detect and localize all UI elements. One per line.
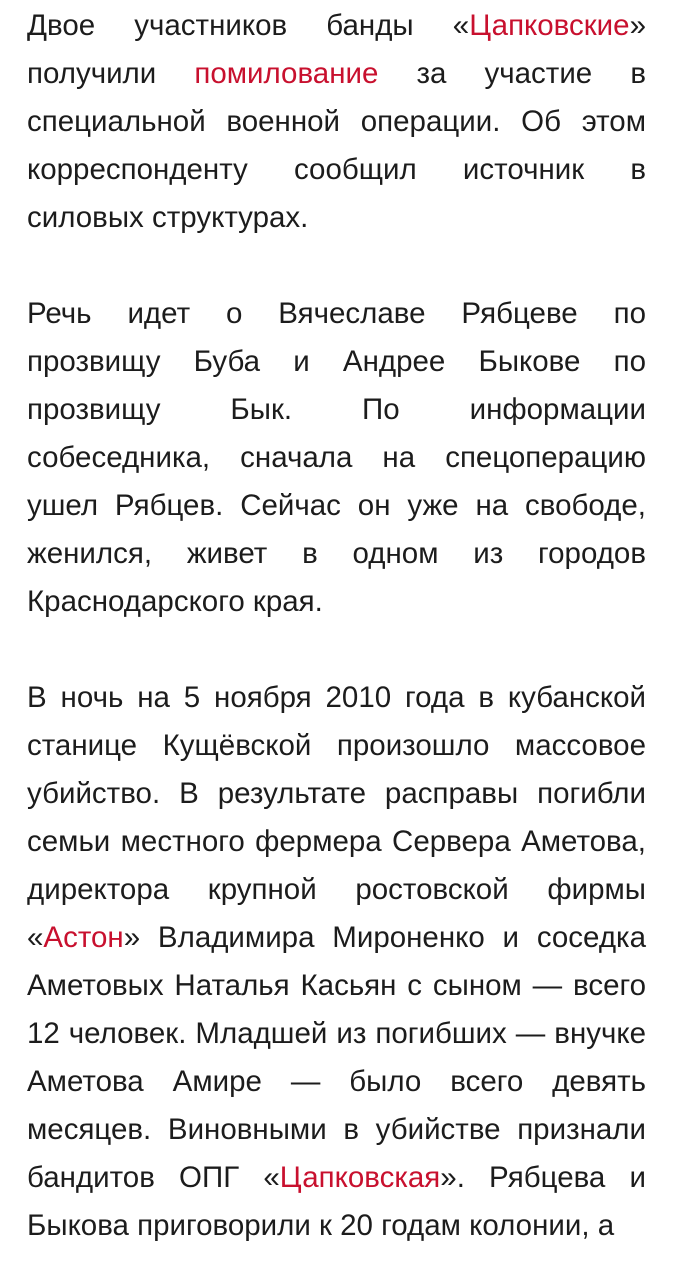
paragraph-1-text-b: » получили bbox=[27, 9, 646, 90]
gang-link[interactable]: Цапковские bbox=[469, 9, 630, 42]
paragraph-3-text-c: ». Рябцева и Быкова приговорили к 20 годам колонии, а bbox=[27, 1161, 646, 1242]
paragraph-1-text-a: Двое участников банды « bbox=[27, 9, 470, 42]
paragraph-3-text-b: » Владимира Мироненко и соседка Аметовых Наталья Касьян с сыном — всего 12 человек. Младшей из погибших — внучке Аметова Амире — было всего девять месяцев. Виновными в убийстве признали бандитов ОПГ « bbox=[27, 921, 646, 1194]
paragraph-1 bbox=[27, 0, 646, 242]
paragraph-3-text-a: В ночь на 5 ноября 2010 года в кубанской станице Кущёвской произошло массовое убийство. В результате расправы погибли семьи местного фермера Сервера Аметова, директора крупной ростовской фирмы « bbox=[27, 681, 646, 954]
paragraph-3 bbox=[27, 674, 646, 1250]
paragraph-1-text-c: за участие в специальной военной операции. Об этом корреспонденту сообщил источник в силовых структурах. bbox=[27, 57, 646, 234]
aston-link[interactable]: Астон bbox=[43, 921, 124, 954]
paragraph-2: Речь идет о Вячеславе Рябцеве по прозвищу Буба и Андрее Быкове по прозвищу Бык. По информации собеседника, сначала на спецоперацию ушел Рябцев. Сейчас он уже на свободе, женился, живет в одном из городов Краснодарского края. bbox=[27, 297, 646, 618]
pardon-link[interactable]: помилование bbox=[194, 57, 379, 90]
gang-opg-link[interactable]: Цапковская bbox=[279, 1161, 441, 1194]
